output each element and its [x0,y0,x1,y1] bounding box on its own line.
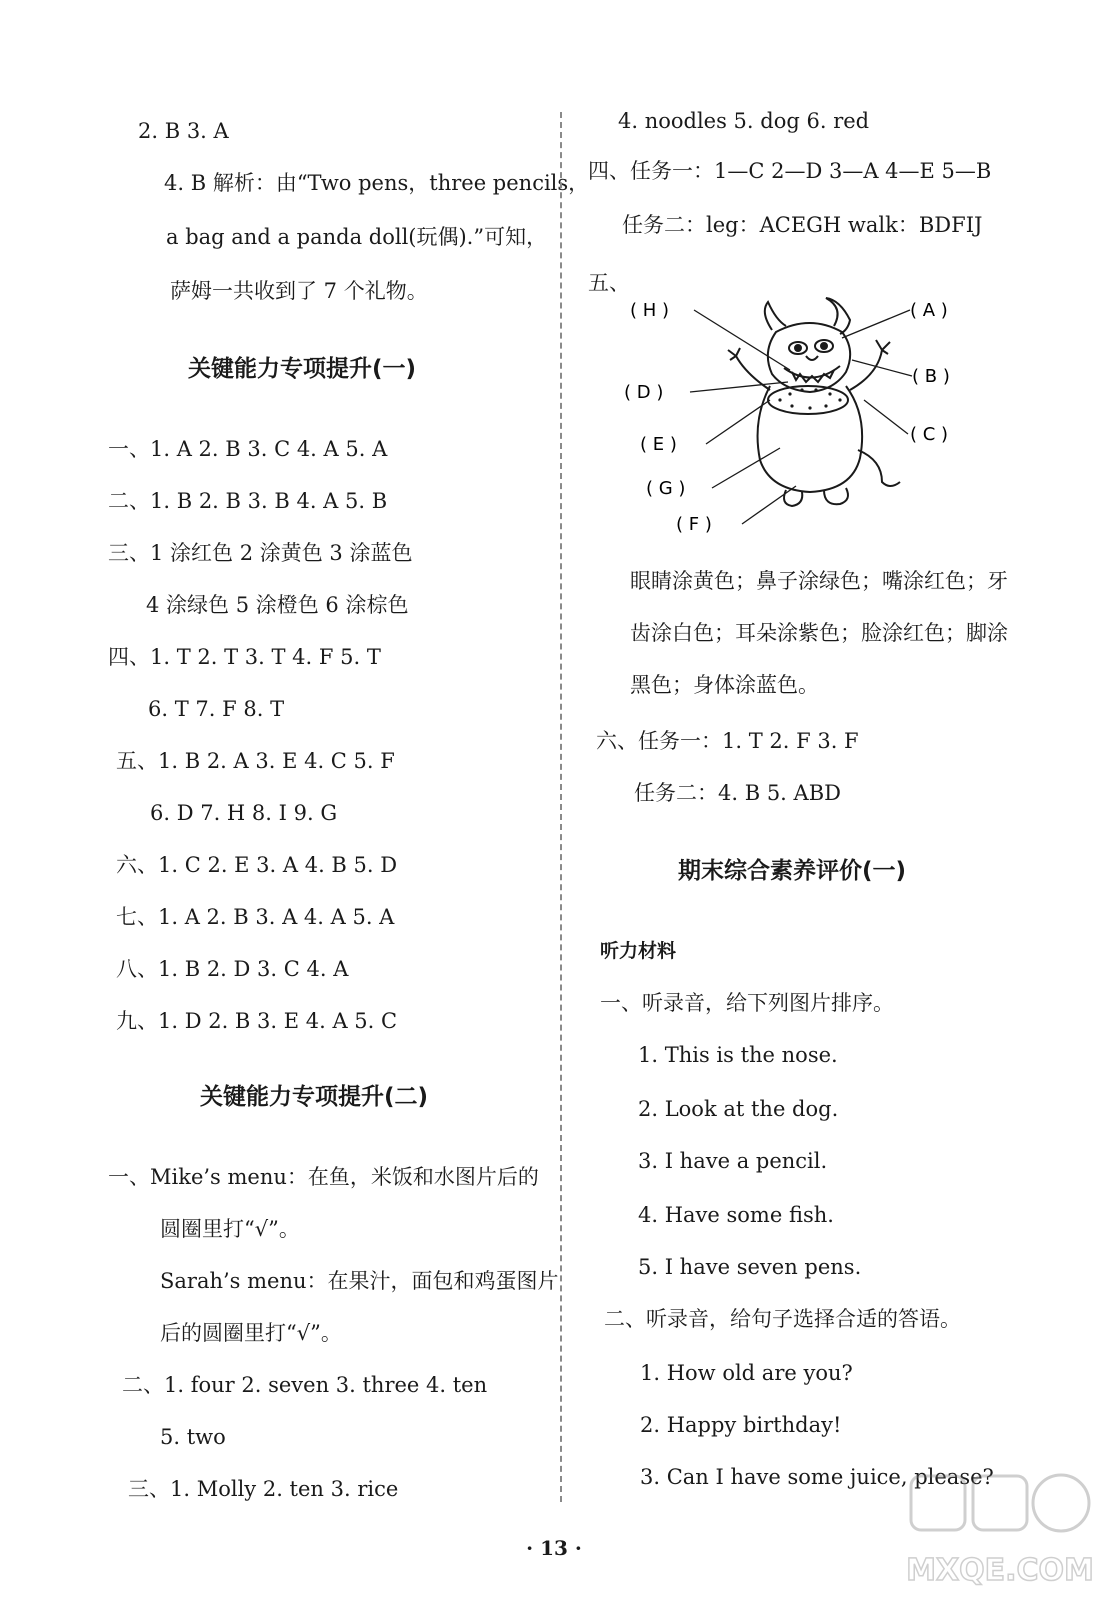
label-b: ( B ) [912,366,950,387]
question-line: 2. Happy birthday! [640,1413,842,1437]
section-heading: 关键能力专项提升(二) [200,1084,429,1110]
label-c: ( C ) [910,424,949,445]
answer-line: 三、1. Molly 2. ten 3. rice [128,1477,399,1501]
answer-line: 任务二：leg：ACEGH walk：BDFIJ [622,213,983,237]
answer-line: 六、任务一：1. T 2. F 3. F [596,729,859,753]
answer-line: 4. noodles 5. dog 6. red [618,109,870,133]
answer-line: 2. B 3. A [138,119,229,143]
answer-line: 二、1. four 2. seven 3. three 4. ten [122,1373,488,1397]
answer-line: 4 涂绿色 5 涂橙色 6 涂棕色 [146,593,409,617]
answer-line: 4. B 解析：由“Two pens，three pencils， [164,171,590,195]
answer-line: 三、1 涂红色 2 涂黄色 3 涂蓝色 [108,541,413,565]
answer-line: 6. D 7. H 8. I 9. G [150,801,338,825]
answer-line: 后的圆圈里打“√”。 [160,1321,342,1345]
answer-line: 七、1. A 2. B 3. A 4. A 5. A [116,905,395,929]
answer-line: 四、1. T 2. T 3. T 4. F 5. T [108,645,381,669]
answer-line: 齿涂白色；耳朵涂紫色；脸涂红色；脚涂 [630,621,1008,645]
answer-line: 八、1. B 2. D 3. C 4. A [116,957,349,981]
label-g: ( G ) [646,478,686,499]
label-e: ( E ) [640,434,677,455]
answer-line: 任务二：4. B 5. ABD [634,781,841,805]
answer-line: 眼睛涂黄色；鼻子涂绿色；嘴涂红色；牙 [630,569,1008,593]
section-heading: 关键能力专项提升(一) [188,356,417,382]
label-h: ( H ) [630,300,670,321]
column-divider [560,112,562,1502]
answer-line: 二、1. B 2. B 3. B 4. A 5. B [108,489,388,513]
page-number: · 13 · [526,1536,582,1560]
label-a: ( A ) [910,300,948,321]
question-line: 1. This is the nose. [638,1043,838,1067]
subheading: 听力材料 [600,940,677,962]
answer-line: 九、1. D 2. B 3. E 4. A 5. C [116,1009,398,1033]
answer-line: 6. T 7. F 8. T [148,697,285,721]
answer-line: 黑色；身体涂蓝色。 [630,673,819,697]
question-line: 3. I have a pencil. [638,1149,828,1173]
monster-diagram [620,290,1010,550]
answer-line: 萨姆一共收到了 7 个礼物。 [170,279,428,303]
answer-line: 圆圈里打“√”。 [160,1217,300,1241]
question-line: 二、听录音，给句子选择合适的答语。 [604,1307,961,1331]
question-line: 1. How old are you? [640,1361,853,1385]
answer-line: 五、 [588,271,630,295]
answer-line: 一、Mike’s menu：在鱼，米饭和水图片后的 [108,1165,539,1189]
answer-line: 一、1. A 2. B 3. C 4. A 5. A [108,437,388,461]
question-line: 3. Can I have some juice, please? [640,1465,994,1489]
section-heading: 期末综合素养评价(一) [678,858,907,884]
question-line: 5. I have seven pens. [638,1255,862,1279]
answer-line: 5. two [160,1425,226,1449]
monster-drawing [728,298,900,506]
question-line: 2. Look at the dog. [638,1097,839,1121]
question-line: 一、听录音，给下列图片排序。 [600,991,894,1015]
label-d: ( D ) [624,382,664,403]
answer-line: 五、1. B 2. A 3. E 4. C 5. F [116,749,395,773]
answer-line: 六、1. C 2. E 3. A 4. B 5. D [116,853,398,877]
watermark-logo [905,1468,1095,1596]
svg-text:MXQE.COM: MXQE.COM [906,1553,1094,1588]
answer-line: 四、任务一：1—C 2—D 3—A 4—E 5—B [588,159,992,183]
label-f: ( F ) [676,514,712,535]
question-line: 4. Have some fish. [638,1203,834,1227]
answer-line: a bag and a panda doll(玩偶).”可知， [166,225,548,249]
answer-line: Sarah’s menu：在果汁，面包和鸡蛋图片 [160,1269,559,1293]
